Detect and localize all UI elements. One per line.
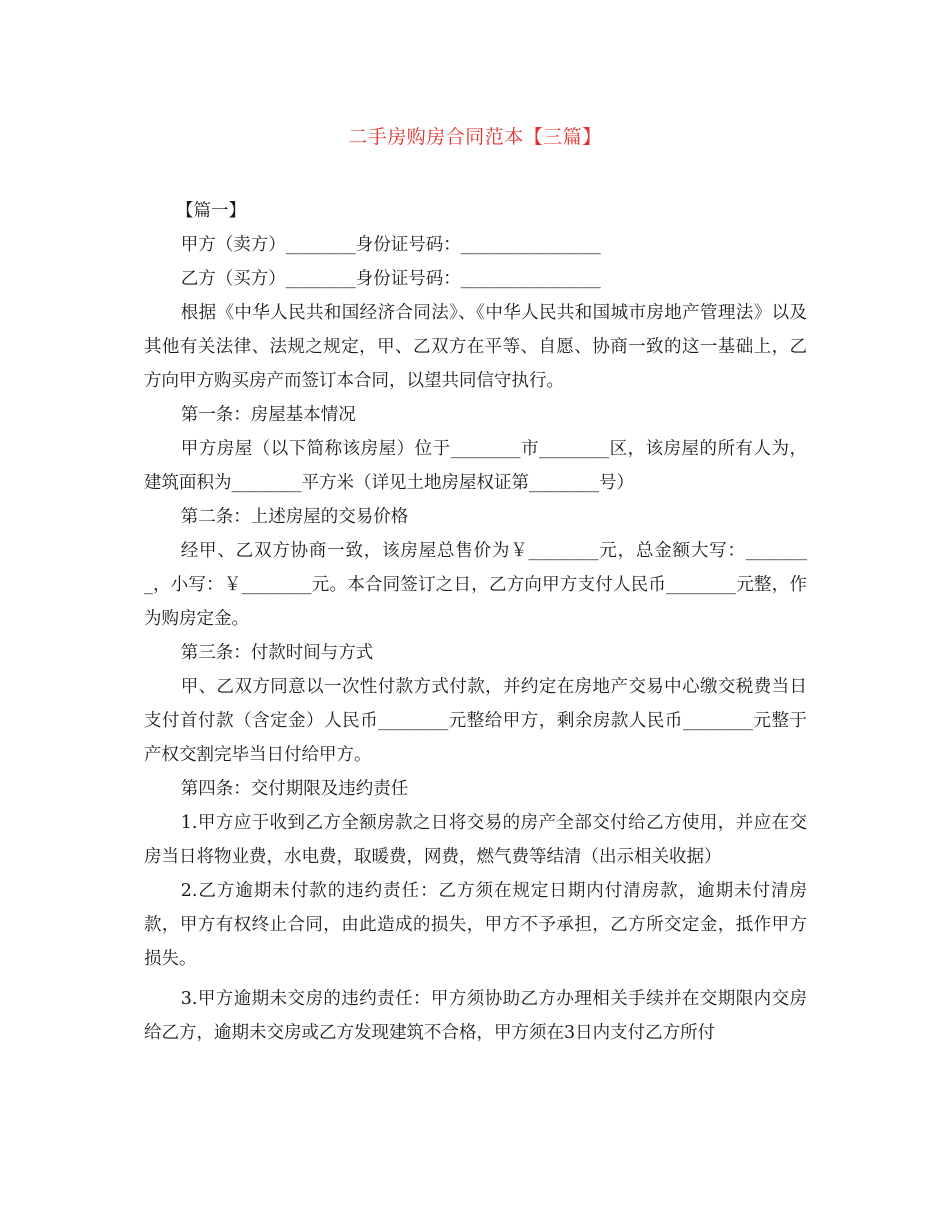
seller-line: 甲方（卖方）________身份证号码：________________ [180, 235, 601, 255]
clause-4-2: 2.乙方逾期未付款的违约责任：乙方须在规定日期内付清房款，逾期未付清房款，甲方有权终止合同，由此造成的损失，甲方不予承担，乙方所交定金，抵作甲方损失。 [144, 881, 807, 969]
article-4-heading: 第四条：交付期限及违约责任 [180, 779, 409, 799]
clause-4-1: 1.甲方应于收到乙方全额房款之日将交易的房产全部交付给乙方使用，并应在交房当日将物业费，水电费，取暖费，网费，燃气费等结清（出示相关收据） [144, 813, 807, 867]
buyer-line: 乙方（买方）________身份证号码：________________ [180, 269, 601, 289]
document-body [144, 194, 807, 1050]
article-1-heading: 第一条：房屋基本情况 [180, 405, 356, 425]
document-title: 二手房购房合同范本【三篇】 [348, 126, 602, 148]
article-1-body: 甲方房屋（以下简称该房屋）位于________市________区，该房屋的所有人为，建筑面积为________平方米（详见土地房屋权证第________号） [144, 439, 807, 493]
clause-4-3: 3.甲方逾期未交房的违约责任：甲方须协助乙方办理相关手续并在交期限内交房给乙方，逾期未交房或乙方发现建筑不合格，甲方须在3日内支付乙方所付 [144, 989, 807, 1043]
preamble-paragraph: 根据《中华人民共和国经济合同法》、《中华人民共和国城市房地产管理法》以及其他有关法律、法规之规定，甲、乙双方在平等、自愿、协商一致的这一基础上，乙方向甲方购买房产而签订本合同，以望共同信守执行。 [144, 303, 807, 391]
article-2-heading: 第二条：上述房屋的交易价格 [180, 507, 409, 527]
section-label: 【篇一】 [176, 201, 246, 221]
article-2-body: 经甲、乙双方协商一致，该房屋总售价为￥________元，总金额大写：________，小写：￥________元。本合同签订之日，乙方向甲方支付人民币________元整，作为购房定金。 [144, 541, 807, 629]
article-3-heading: 第三条：付款时间与方式 [180, 643, 374, 663]
article-3-body: 甲、乙双方同意以一次性付款方式付款，并约定在房地产交易中心缴交税费当日支付首付款（含定金）人民币________元整给甲方，剩余房款人民币________元整于产权交割完毕当日付给甲方。 [144, 677, 807, 765]
